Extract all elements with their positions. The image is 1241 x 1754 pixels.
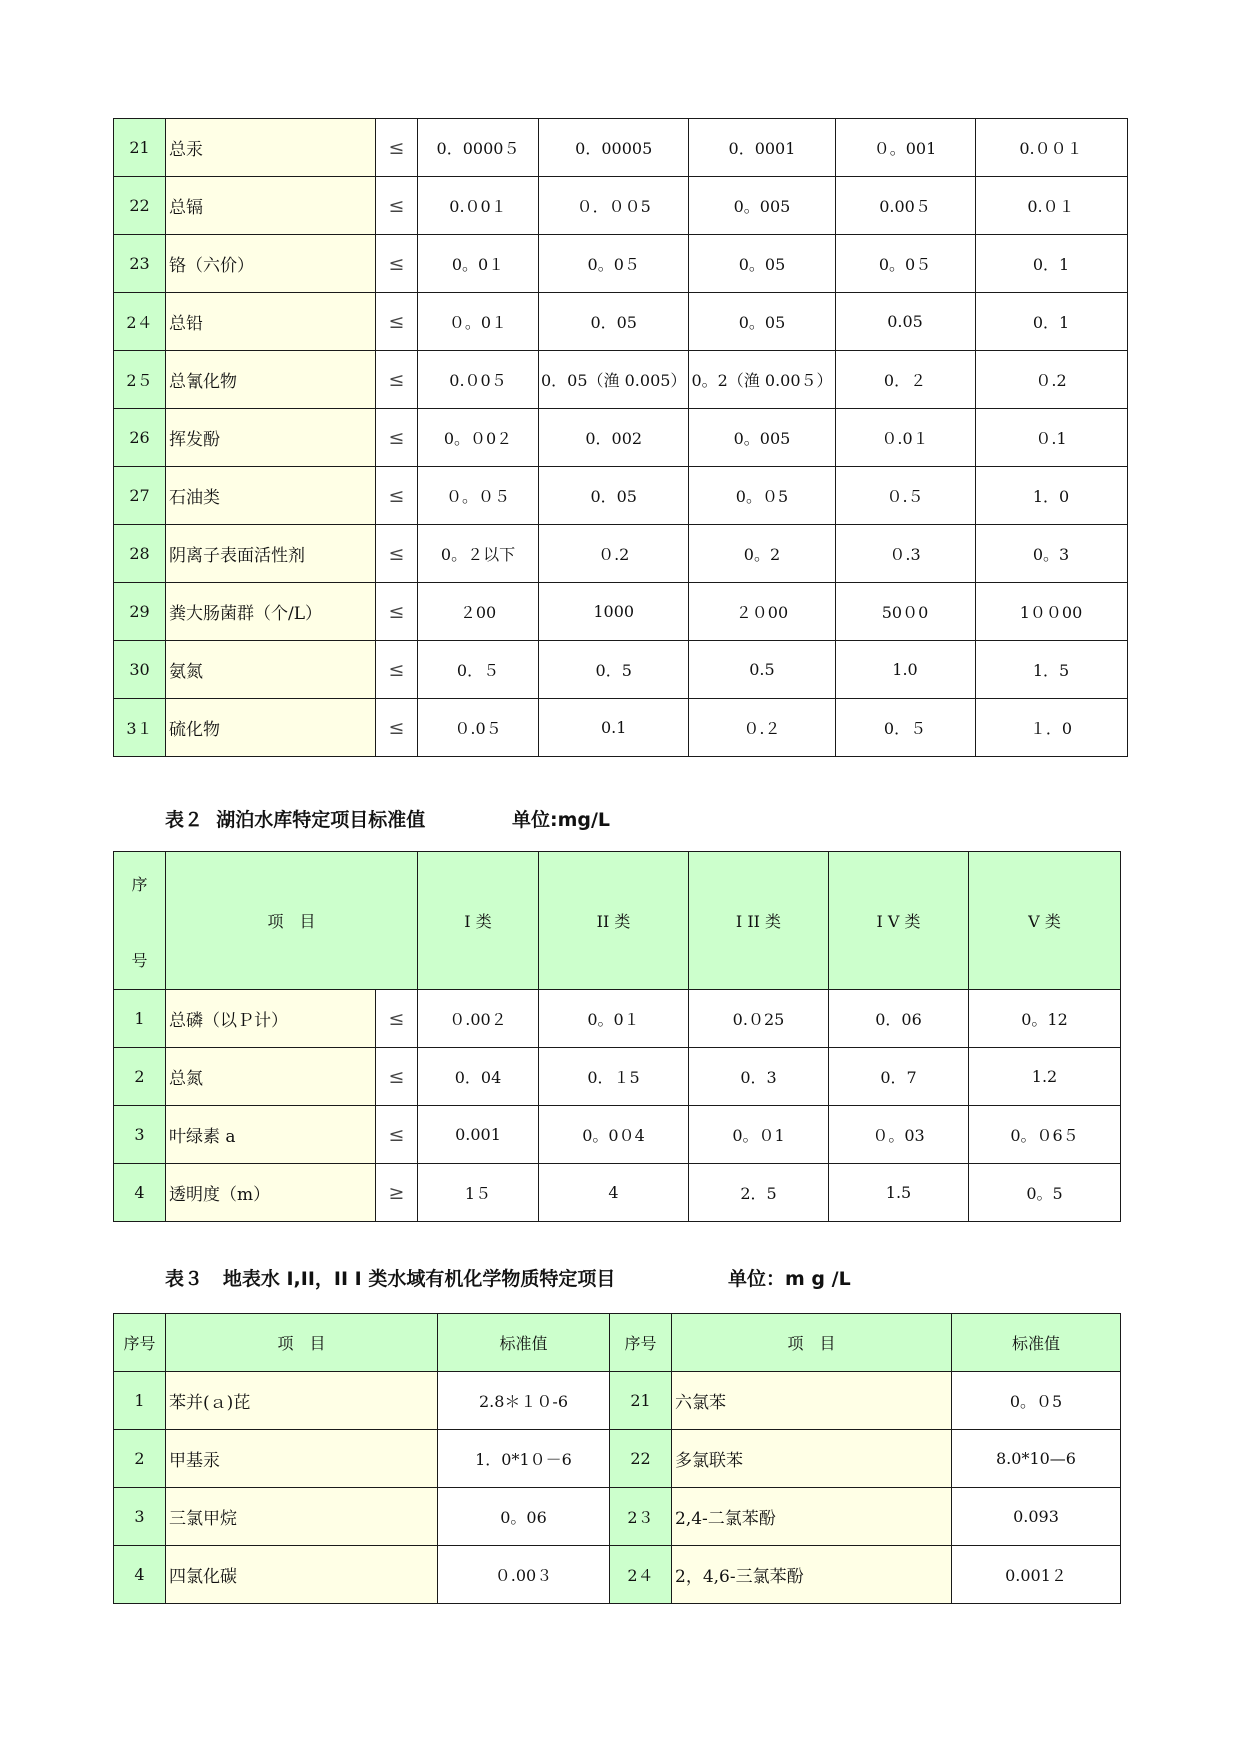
class-1-value: ０.00２ <box>418 990 539 1048</box>
row-number: 1 <box>114 990 166 1048</box>
table-row <box>114 1164 1121 1222</box>
row-number-right: 22 <box>610 1430 672 1488</box>
class-4-value: 0．５ <box>835 699 975 757</box>
table2-unit: 单位:mg/L <box>512 809 611 831</box>
comparison-symbol: ≤ <box>376 1106 418 1164</box>
class-3-value: 0。2 <box>689 525 835 583</box>
row-number: 22 <box>114 177 166 235</box>
class-2-value: 0．002 <box>539 409 689 467</box>
class-2-value: 0。0５ <box>539 235 689 293</box>
class-3-value: 0．0001 <box>689 119 835 177</box>
std-header-left: 标准值 <box>438 1314 610 1372</box>
class-3-value: 0。０1 <box>689 1106 829 1164</box>
table-row <box>114 1430 1121 1488</box>
class-1-value: 0.０0１ <box>418 177 539 235</box>
comparison-symbol: ≤ <box>376 293 418 351</box>
item-name: 氨氮 <box>166 641 376 699</box>
table-row <box>114 235 1128 293</box>
table-row <box>114 990 1121 1048</box>
comparison-symbol: ≤ <box>376 1048 418 1106</box>
item-name: 铬（六价） <box>166 235 376 293</box>
item-name: 总氰化物 <box>166 351 376 409</box>
seq-header: 序 号 <box>114 852 166 990</box>
class-4-value: ０.0１ <box>835 409 975 467</box>
class-1-value: ０。0１ <box>418 293 539 351</box>
class-5-value: 0．1 <box>975 293 1127 351</box>
class-4-value: 0.00５ <box>835 177 975 235</box>
class-1-value: 0.001 <box>418 1106 539 1164</box>
item-name: 硫化物 <box>166 699 376 757</box>
class-3-value: 2．5 <box>689 1164 829 1222</box>
item-header: 项 目 <box>166 852 418 990</box>
item-name-left: 苯并(ａ)芘 <box>166 1372 438 1430</box>
class-2-value: 4 <box>539 1164 689 1222</box>
class-1-value: 0.０0５ <box>418 351 539 409</box>
row-number: 3１ <box>114 699 166 757</box>
comparison-symbol: ≤ <box>376 467 418 525</box>
comparison-symbol: ≤ <box>376 409 418 467</box>
table-row <box>114 583 1128 641</box>
class-2-value: ０．００5 <box>539 177 689 235</box>
class-1-value: 0．04 <box>418 1048 539 1106</box>
comparison-symbol: ≤ <box>376 525 418 583</box>
class-4-value: ０.５ <box>835 467 975 525</box>
std-header-right: 标准值 <box>952 1314 1121 1372</box>
class-2-header: II 类 <box>539 852 689 990</box>
standard-value-right: 0.093 <box>952 1488 1121 1546</box>
class-1-value: 0。０0２ <box>418 409 539 467</box>
organic-chemicals-table <box>113 1313 1121 1604</box>
class-4-value: 1.5 <box>829 1164 969 1222</box>
item-name: 总镉 <box>166 177 376 235</box>
table-row <box>114 467 1128 525</box>
class-1-value: 0．５ <box>418 641 539 699</box>
standard-value-left: 2.8＊１０-6 <box>438 1372 610 1430</box>
class-5-value: 1.2 <box>969 1048 1121 1106</box>
comparison-symbol: ≤ <box>376 641 418 699</box>
class-4-value: ０。001 <box>835 119 975 177</box>
class-4-value: ０。03 <box>829 1106 969 1164</box>
item-name: 阴离子表面活性剂 <box>166 525 376 583</box>
table2-title: 表２ 湖泊水库特定项目标准值 <box>165 809 426 831</box>
item-name: 总铅 <box>166 293 376 351</box>
class-2-value: 0。0０4 <box>539 1106 689 1164</box>
item-name: 总磷（以Ｐ计） <box>166 990 376 1048</box>
item-name-right: 多氯联苯 <box>672 1430 952 1488</box>
standards-table-continued <box>113 118 1128 757</box>
class-2-value: 0．05 <box>539 293 689 351</box>
standard-value-left: 1．0*1０－6 <box>438 1430 610 1488</box>
item-name-right: 2，4,6-三氯苯酚 <box>672 1546 952 1604</box>
table-row <box>114 1372 1121 1430</box>
class-1-value: 1５ <box>418 1164 539 1222</box>
class-5-value: 1．5 <box>975 641 1127 699</box>
class-2-value: ０.2 <box>539 525 689 583</box>
comparison-symbol: ≥ <box>376 1164 418 1222</box>
row-number-right: 2３ <box>610 1488 672 1546</box>
item-name: 总汞 <box>166 119 376 177</box>
item-name: 透明度（m） <box>166 1164 376 1222</box>
seq-header-right: 序号 <box>610 1314 672 1372</box>
comparison-symbol: ≤ <box>376 351 418 409</box>
class-5-value: ０.2 <box>975 351 1127 409</box>
class-5-header: V 类 <box>969 852 1121 990</box>
class-5-value: 0。12 <box>969 990 1121 1048</box>
row-number: 28 <box>114 525 166 583</box>
table-row <box>114 1048 1121 1106</box>
class-4-header: I V 类 <box>829 852 969 990</box>
table3-unit: 单位：m g /L <box>728 1268 851 1290</box>
row-number-right: 2４ <box>610 1546 672 1604</box>
comparison-symbol: ≤ <box>376 235 418 293</box>
lake-reservoir-table <box>113 851 1121 1222</box>
class-4-value: 0.05 <box>835 293 975 351</box>
item-name-left: 三氯甲烷 <box>166 1488 438 1546</box>
row-number: 26 <box>114 409 166 467</box>
class-2-value: 0．5 <box>539 641 689 699</box>
class-4-value: 50０0 <box>835 583 975 641</box>
class-5-value: 1００00 <box>975 583 1127 641</box>
table-row <box>114 119 1128 177</box>
class-3-value: 0.5 <box>689 641 835 699</box>
class-3-value: 0。2（渔 0.00５） <box>689 351 835 409</box>
class-4-value: 0。0５ <box>835 235 975 293</box>
class-5-value: 0。3 <box>975 525 1127 583</box>
row-number-left: 3 <box>114 1488 166 1546</box>
class-3-value: ０.２ <box>689 699 835 757</box>
table-row <box>114 525 1128 583</box>
class-1-value: ２00 <box>418 583 539 641</box>
standard-value-right: 0.001２ <box>952 1546 1121 1604</box>
class-5-value: 1．0 <box>975 467 1127 525</box>
table3-header-row <box>114 1314 1121 1372</box>
class-2-value: 0．05 <box>539 467 689 525</box>
table-row <box>114 641 1128 699</box>
standard-value-right: 0。０5 <box>952 1372 1121 1430</box>
class-5-value: 0。０6５ <box>969 1106 1121 1164</box>
standard-value-left: 0。06 <box>438 1488 610 1546</box>
class-3-value: ２０00 <box>689 583 835 641</box>
class-5-value: 0．1 <box>975 235 1127 293</box>
standard-value-left: ０.00３ <box>438 1546 610 1604</box>
class-2-value: 0.1 <box>539 699 689 757</box>
standard-value-right: 8.0*10—6 <box>952 1430 1121 1488</box>
class-4-value: 0．06 <box>829 990 969 1048</box>
table-row <box>114 1546 1121 1604</box>
table3-body <box>114 1372 1121 1604</box>
item-name-right: 六氯苯 <box>672 1372 952 1430</box>
table-row <box>114 1106 1121 1164</box>
class-3-value: 0。005 <box>689 409 835 467</box>
comparison-symbol: ≤ <box>376 990 418 1048</box>
class-1-value: 0．0000５ <box>418 119 539 177</box>
class-4-value: ０.3 <box>835 525 975 583</box>
row-number: 21 <box>114 119 166 177</box>
item-header-left: 项 目 <box>166 1314 438 1372</box>
class-3-value: 0。005 <box>689 177 835 235</box>
class-2-value: 0．１5 <box>539 1048 689 1106</box>
comparison-symbol: ≤ <box>376 177 418 235</box>
class-3-value: 0．3 <box>689 1048 829 1106</box>
item-name-left: 甲基汞 <box>166 1430 438 1488</box>
class-2-value: 0．05（渔 0.005） <box>539 351 689 409</box>
table2-body <box>114 990 1121 1222</box>
row-number-right: 21 <box>610 1372 672 1430</box>
item-name-left: 四氯化碳 <box>166 1546 438 1604</box>
row-number: 23 <box>114 235 166 293</box>
item-name: 石油类 <box>166 467 376 525</box>
class-3-value: 0。05 <box>689 235 835 293</box>
comparison-symbol: ≤ <box>376 583 418 641</box>
item-name: 总氮 <box>166 1048 376 1106</box>
class-1-value: ０.0５ <box>418 699 539 757</box>
table-row <box>114 699 1128 757</box>
class-2-value: 0。0１ <box>539 990 689 1048</box>
table-row <box>114 293 1128 351</box>
table3-title: 表３ 地表水 I,II，II I 类水域有机化学物质特定项目 <box>165 1268 616 1290</box>
class-5-value: 0.００１ <box>975 119 1127 177</box>
class-3-value: 0。０5 <box>689 467 835 525</box>
item-name-right: 2,4-二氯苯酚 <box>672 1488 952 1546</box>
class-4-value: 0．7 <box>829 1048 969 1106</box>
seq-header-left: 序号 <box>114 1314 166 1372</box>
class-3-value: 0.０25 <box>689 990 829 1048</box>
class-1-value: 0。0１ <box>418 235 539 293</box>
class-5-value: １．0 <box>975 699 1127 757</box>
class-1-value: 0。２以下 <box>418 525 539 583</box>
class-4-value: 0．２ <box>835 351 975 409</box>
item-name: 挥发酚 <box>166 409 376 467</box>
class-3-value: 0。05 <box>689 293 835 351</box>
row-number: 2 <box>114 1048 166 1106</box>
class-5-value: 0.０１ <box>975 177 1127 235</box>
row-number: 27 <box>114 467 166 525</box>
item-name: 叶绿素 a <box>166 1106 376 1164</box>
class-2-value: 1000 <box>539 583 689 641</box>
comparison-symbol: ≤ <box>376 699 418 757</box>
table-row <box>114 351 1128 409</box>
item-header-right: 项 目 <box>672 1314 952 1372</box>
table-row <box>114 409 1128 467</box>
table-row <box>114 177 1128 235</box>
row-number-left: 4 <box>114 1546 166 1604</box>
standards-table-body <box>114 119 1128 757</box>
row-number: 29 <box>114 583 166 641</box>
row-number: 2５ <box>114 351 166 409</box>
comparison-symbol: ≤ <box>376 119 418 177</box>
class-3-header: I II 类 <box>689 852 829 990</box>
row-number: 3 <box>114 1106 166 1164</box>
class-5-value: ０.1 <box>975 409 1127 467</box>
row-number: 2４ <box>114 293 166 351</box>
row-number: 4 <box>114 1164 166 1222</box>
class-4-value: 1.0 <box>835 641 975 699</box>
class-1-value: ０。０５ <box>418 467 539 525</box>
row-number: 30 <box>114 641 166 699</box>
class-2-value: 0．00005 <box>539 119 689 177</box>
row-number-left: 1 <box>114 1372 166 1430</box>
class-1-header: I 类 <box>418 852 539 990</box>
class-5-value: 0。5 <box>969 1164 1121 1222</box>
row-number-left: 2 <box>114 1430 166 1488</box>
table-row <box>114 1488 1121 1546</box>
item-name: 粪大肠菌群（个/L） <box>166 583 376 641</box>
table2-header-row <box>114 852 1121 990</box>
